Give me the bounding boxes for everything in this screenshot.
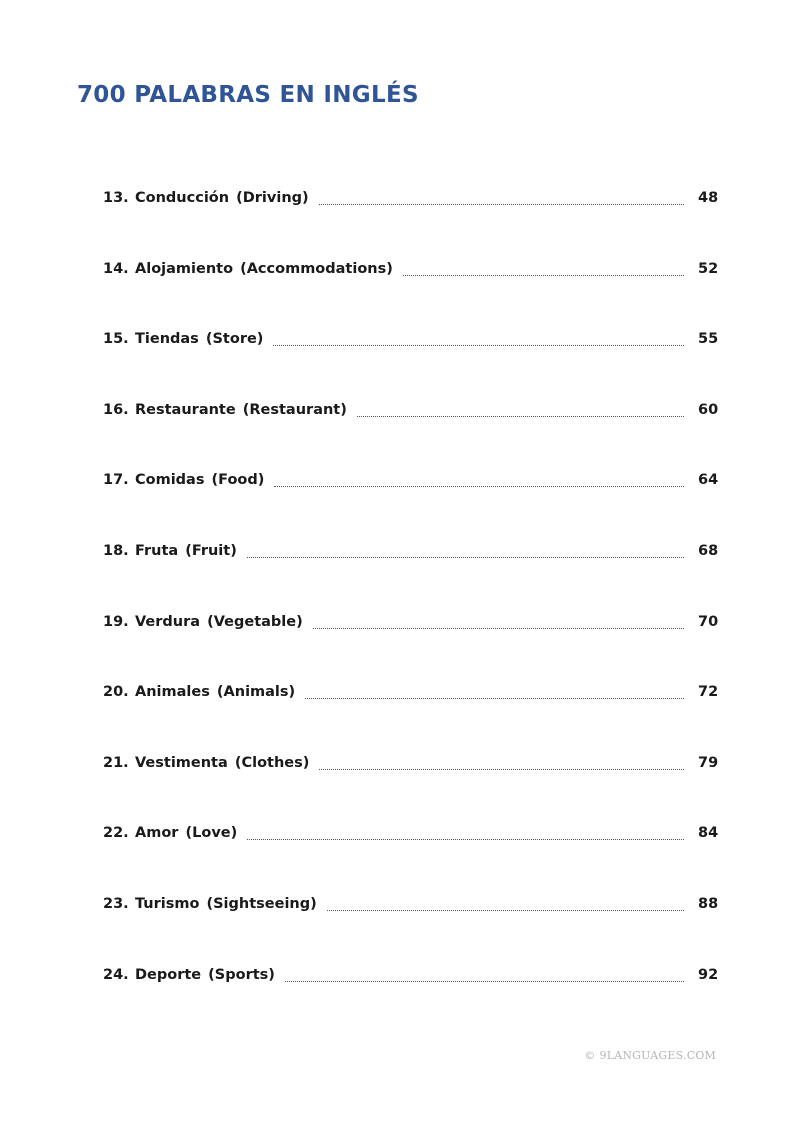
footer-site: 9LANGUAGES.COM bbox=[599, 1049, 716, 1062]
dot-leader bbox=[319, 755, 684, 770]
toc-entry-page: 92 bbox=[698, 966, 719, 983]
table-of-contents bbox=[103, 190, 718, 1037]
dot-leader bbox=[305, 684, 684, 699]
toc-entry-number: 15. bbox=[103, 331, 129, 348]
dot-leader bbox=[403, 261, 684, 276]
toc-entry-label: Comidas (Food) bbox=[135, 472, 265, 489]
toc-entry-label: Conducción (Driving) bbox=[135, 190, 309, 206]
toc-entry-number: 14. bbox=[103, 260, 129, 277]
dot-leader bbox=[313, 614, 684, 629]
toc-entry[interactable] bbox=[103, 755, 718, 826]
toc-entry[interactable] bbox=[103, 543, 718, 614]
footer-watermark bbox=[584, 1049, 716, 1062]
toc-entry-number: 24. bbox=[103, 966, 129, 983]
dot-leader bbox=[247, 543, 684, 558]
dot-leader bbox=[357, 402, 684, 417]
toc-entry-number: 22. bbox=[103, 825, 129, 842]
toc-entry-page: 88 bbox=[698, 895, 719, 912]
page-title: 700 PALABRAS EN INGLÉS bbox=[77, 82, 419, 108]
toc-entry-page: 60 bbox=[698, 401, 719, 418]
toc-entry-page: 68 bbox=[698, 542, 719, 559]
toc-entry-label: Tiendas (Store) bbox=[135, 331, 264, 348]
toc-entry-label: Animales (Animals) bbox=[135, 684, 296, 701]
dot-leader bbox=[247, 825, 684, 840]
toc-entry-label: Verdura (Vegetable) bbox=[135, 613, 303, 630]
toc-entry-label: Deporte (Sports) bbox=[135, 966, 275, 983]
dot-leader bbox=[274, 472, 684, 487]
dot-leader bbox=[327, 896, 684, 911]
toc-entry[interactable] bbox=[103, 684, 718, 755]
toc-entry-number: 23. bbox=[103, 895, 129, 912]
toc-entry[interactable] bbox=[103, 614, 718, 685]
dot-leader bbox=[285, 967, 684, 982]
toc-entry-page: 55 bbox=[698, 331, 719, 348]
toc-entry-number: 13. bbox=[103, 190, 129, 206]
toc-entry-number: 17. bbox=[103, 472, 129, 489]
toc-entry-label: Vestimenta (Clothes) bbox=[135, 754, 310, 771]
copyright-icon: © bbox=[584, 1049, 596, 1062]
toc-entry-page: 84 bbox=[698, 825, 719, 842]
toc-entry-number: 19. bbox=[103, 613, 129, 630]
toc-entry-page: 64 bbox=[698, 472, 719, 489]
toc-entry[interactable] bbox=[103, 402, 718, 473]
toc-entry-page: 48 bbox=[698, 190, 719, 206]
toc-entry-number: 16. bbox=[103, 401, 129, 418]
toc-entry-page: 79 bbox=[698, 754, 719, 771]
toc-entry-label: Turismo (Sightseeing) bbox=[135, 895, 317, 912]
dot-leader bbox=[319, 190, 684, 205]
toc-entry-number: 21. bbox=[103, 754, 129, 771]
toc-entry-page: 52 bbox=[698, 260, 719, 277]
toc-entry[interactable] bbox=[103, 190, 718, 261]
toc-entry-number: 20. bbox=[103, 684, 129, 701]
toc-entry[interactable] bbox=[103, 967, 718, 1038]
toc-entry[interactable] bbox=[103, 331, 718, 402]
toc-entry-label: Fruta (Fruit) bbox=[135, 542, 237, 559]
toc-entry[interactable] bbox=[103, 825, 718, 896]
toc-entry-label: Restaurante (Restaurant) bbox=[135, 401, 347, 418]
toc-entry-page: 72 bbox=[698, 684, 719, 701]
toc-entry-label: Alojamiento (Accommodations) bbox=[135, 260, 393, 277]
toc-entry[interactable] bbox=[103, 896, 718, 967]
toc-entry-page: 70 bbox=[698, 613, 719, 630]
toc-entry-number: 18. bbox=[103, 542, 129, 559]
dot-leader bbox=[273, 331, 684, 346]
toc-entry[interactable] bbox=[103, 261, 718, 332]
toc-entry[interactable] bbox=[103, 472, 718, 543]
toc-entry-label: Amor (Love) bbox=[135, 825, 238, 842]
